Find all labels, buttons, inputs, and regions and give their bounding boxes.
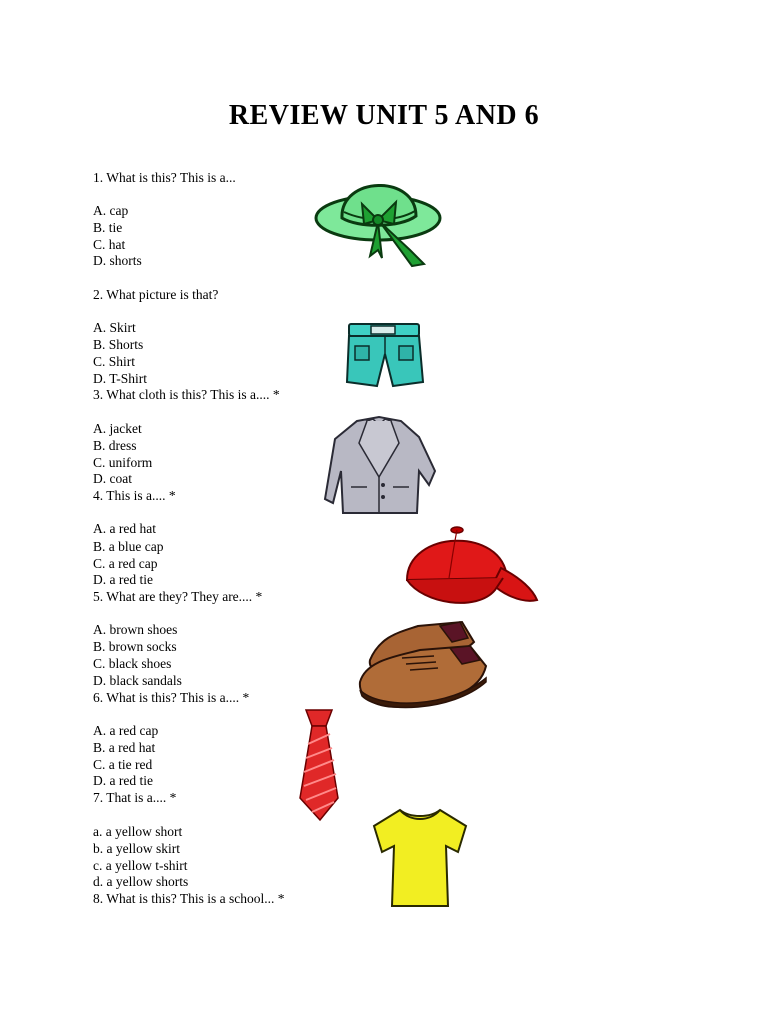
question-7-option-b: b. a yellow skirt (93, 841, 180, 856)
question-5-option-a: A. brown shoes (93, 622, 178, 637)
question-7-option-d: d. a yellow shorts (93, 874, 189, 889)
question-8-stem: 8. What is this? This is a school... * (93, 891, 285, 906)
question-4-option-a: A. a red hat (93, 521, 156, 536)
brown-shoes-illustration (340, 620, 490, 712)
teal-shorts-illustration (343, 320, 425, 390)
question-6-option-c: C. a tie red (93, 757, 153, 772)
question-3-option-a: A. jacket (93, 421, 142, 436)
question-2-option-b: B. Shorts (93, 337, 144, 352)
question-6-option-b: B. a red hat (93, 740, 156, 755)
question-2-option-a: A. Skirt (93, 320, 136, 335)
question-6-option-d: D. a red tie (93, 773, 153, 788)
question-1-option-b: B. tie (93, 220, 123, 235)
question-1-option-d: D. shorts (93, 253, 142, 268)
question-3-option-b: B. dress (93, 438, 137, 453)
question-3-option-d: D. coat (93, 471, 132, 486)
red-tie-illustration (296, 708, 342, 822)
question-6-stem: 6. What is this? This is a.... * (93, 690, 250, 705)
question-4-option-d: D. a red tie (93, 572, 153, 587)
question-7-stem: 7. That is a.... * (93, 790, 177, 805)
question-2-option-d: D. T-Shirt (93, 371, 148, 386)
question-5-option-b: B. brown socks (93, 639, 177, 654)
yellow-tshirt-illustration (370, 806, 470, 910)
question-6-option-a: A. a red cap (93, 723, 159, 738)
question-1-option-c: C. hat (93, 237, 126, 252)
question-4-stem: 4. This is a.... * (93, 488, 176, 503)
question-3-option-c: C. uniform (93, 455, 153, 470)
page-title: REVIEW UNIT 5 AND 6 (228, 100, 540, 131)
question-4-option-b: B. a blue cap (93, 539, 164, 554)
question-7-option-c: c. a yellow t-shirt (93, 858, 188, 873)
question-2-stem: 2. What picture is that? (93, 287, 219, 302)
question-4-option-c: C. a red cap (93, 556, 158, 571)
question-5-stem: 5. What are they? They are.... * (93, 589, 263, 604)
green-hat-illustration (312, 168, 450, 268)
question-2-option-c: C. Shirt (93, 354, 136, 369)
question-1-stem: 1. What is this? This is a... (93, 170, 236, 185)
question-5-option-d: D. black sandals (93, 673, 182, 688)
question-5-option-c: C. black shoes (93, 656, 172, 671)
question-3-stem: 3. What cloth is this? This is a.... * (93, 387, 280, 402)
grey-jacket-illustration (323, 413, 437, 518)
question-1-option-a: A. cap (93, 203, 129, 218)
question-7-option-a: a. a yellow short (93, 824, 183, 839)
red-cap-illustration (403, 520, 539, 615)
